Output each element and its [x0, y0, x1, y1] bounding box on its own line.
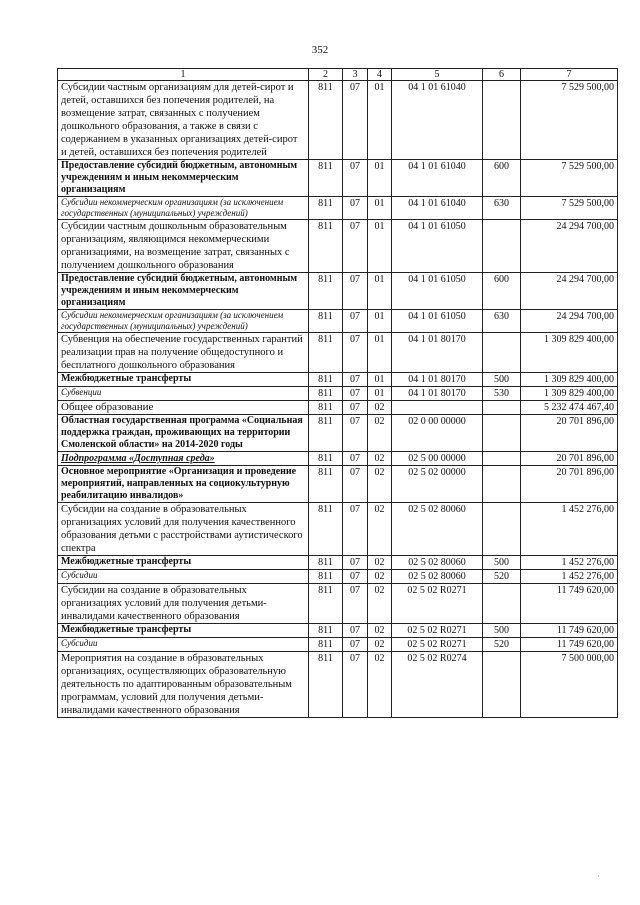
- table-row: [58, 220, 618, 273]
- header-col-3: 3: [343, 69, 368, 81]
- row-amount: 11 749 620,00: [521, 624, 618, 638]
- row-amount: 20 701 896,00: [521, 415, 618, 452]
- row-subsection-code: 02: [368, 503, 392, 556]
- table-row: [58, 503, 618, 556]
- table-row: [58, 197, 618, 220]
- row-section-code: 07: [343, 220, 368, 273]
- row-section-code: 07: [343, 452, 368, 466]
- page-number: 352: [311, 44, 329, 56]
- table-row: [58, 333, 618, 373]
- row-subsection-code: 02: [368, 652, 392, 718]
- row-subsection-code: 01: [368, 197, 392, 220]
- table-row: [58, 81, 618, 160]
- row-expense-type: [483, 401, 521, 415]
- header-col-6: 6: [483, 69, 521, 81]
- row-subsection-code: 02: [368, 415, 392, 452]
- row-amount: 1 309 829 400,00: [521, 373, 618, 387]
- row-expense-type: [483, 452, 521, 466]
- table-row: [58, 570, 618, 584]
- row-section-code: 07: [343, 415, 368, 452]
- row-subsection-code: 02: [368, 466, 392, 503]
- row-ministry-code: 811: [309, 401, 343, 415]
- row-name: Субсидии: [58, 570, 309, 584]
- row-subsection-code: 01: [368, 387, 392, 401]
- table-body: [58, 81, 618, 718]
- row-subsection-code: 01: [368, 273, 392, 310]
- row-target-article: 02 5 02 R0274: [392, 652, 483, 718]
- row-section-code: 07: [343, 466, 368, 503]
- row-name: Субсидии на создание в образовательных организациях условий для получения детьми-инвалидами качественного образования: [58, 584, 309, 624]
- row-ministry-code: 811: [309, 415, 343, 452]
- row-subsection-code: 02: [368, 401, 392, 415]
- table-row: [58, 160, 618, 197]
- row-section-code: 07: [343, 160, 368, 197]
- row-expense-type: [483, 584, 521, 624]
- row-amount: 7 529 500,00: [521, 81, 618, 160]
- row-target-article: 02 5 02 R0271: [392, 624, 483, 638]
- row-ministry-code: 811: [309, 81, 343, 160]
- row-ministry-code: 811: [309, 638, 343, 652]
- row-subsection-code: 01: [368, 333, 392, 373]
- row-name: Субсидии частным организациям для детей-сирот и детей, оставшихся без попечения родителей, на возмещение затрат, связанных с получением дошкольного образования, а также в связи с содержанием в указанных организациях детей-сирот и детей, оставшихся без попечения родителей: [58, 81, 309, 160]
- row-ministry-code: 811: [309, 570, 343, 584]
- row-ministry-code: 811: [309, 556, 343, 570]
- row-name: Субвенция на обеспечение государственных гарантий реализации прав на получение общедоступного и бесплатного дошкольного образования: [58, 333, 309, 373]
- row-expense-type: 500: [483, 373, 521, 387]
- row-section-code: 07: [343, 81, 368, 160]
- row-amount: 1 309 829 400,00: [521, 333, 618, 373]
- row-name: Субсидии на создание в образовательных организациях условий для получения качественного образования детьми с расстройствами аутистического спектра: [58, 503, 309, 556]
- row-section-code: 07: [343, 387, 368, 401]
- table-row: [58, 652, 618, 718]
- row-section-code: 07: [343, 584, 368, 624]
- row-name: Мероприятия на создание в образовательных организациях, осуществляющих образовательную деятельность по адаптированным образовательным программам, условий для получения детьми-инвалидами качественного образования: [58, 652, 309, 718]
- row-amount: 7 529 500,00: [521, 160, 618, 197]
- row-ministry-code: 811: [309, 387, 343, 401]
- row-amount: 24 294 700,00: [521, 273, 618, 310]
- row-expense-type: 630: [483, 310, 521, 333]
- row-amount: 11 749 620,00: [521, 638, 618, 652]
- scan-mark: ·: [597, 872, 600, 881]
- row-name: Межбюджетные трансферты: [58, 373, 309, 387]
- row-target-article: 04 1 01 80170: [392, 333, 483, 373]
- row-target-article: 04 1 01 61050: [392, 310, 483, 333]
- table-row: [58, 415, 618, 452]
- row-amount: 5 232 474 467,40: [521, 401, 618, 415]
- row-name: Общее образование: [58, 401, 309, 415]
- row-name: Субвенции: [58, 387, 309, 401]
- table-row: [58, 273, 618, 310]
- row-expense-type: 600: [483, 160, 521, 197]
- row-target-article: 04 1 01 61040: [392, 197, 483, 220]
- row-target-article: 02 5 02 80060: [392, 570, 483, 584]
- row-section-code: 07: [343, 503, 368, 556]
- row-target-article: 02 5 02 R0271: [392, 638, 483, 652]
- row-target-article: 02 5 02 00000: [392, 466, 483, 503]
- row-subsection-code: 02: [368, 624, 392, 638]
- row-name: Предоставление субсидий бюджетным, автономным учреждениям и иным некоммерческим организациям: [58, 273, 309, 310]
- header-col-1: 1: [58, 69, 309, 81]
- table-row: [58, 373, 618, 387]
- row-ministry-code: 811: [309, 220, 343, 273]
- row-name: Межбюджетные трансферты: [58, 624, 309, 638]
- table-row: [58, 624, 618, 638]
- row-target-article: 04 1 01 61040: [392, 160, 483, 197]
- table-row: [58, 452, 618, 466]
- row-target-article: 02 5 02 80060: [392, 503, 483, 556]
- row-target-article: [392, 401, 483, 415]
- row-ministry-code: 811: [309, 503, 343, 556]
- row-subsection-code: 02: [368, 638, 392, 652]
- row-section-code: 07: [343, 570, 368, 584]
- table-row: [58, 387, 618, 401]
- row-name: Основное мероприятие «Организация и проведение мероприятий, направленных на социокультурную реабилитацию инвалидов»: [58, 466, 309, 503]
- row-name: Предоставление субсидий бюджетным, автономным учреждениям и иным некоммерческим организациям: [58, 160, 309, 197]
- row-amount: 11 749 620,00: [521, 584, 618, 624]
- row-name: Межбюджетные трансферты: [58, 556, 309, 570]
- row-target-article: 04 1 01 80170: [392, 373, 483, 387]
- row-subsection-code: 02: [368, 452, 392, 466]
- table-row: [58, 556, 618, 570]
- header-col-5: 5: [392, 69, 483, 81]
- row-expense-type: [483, 333, 521, 373]
- row-section-code: 07: [343, 333, 368, 373]
- table-header-row: [58, 69, 618, 81]
- row-ministry-code: 811: [309, 452, 343, 466]
- row-amount: 1 452 276,00: [521, 503, 618, 556]
- row-expense-type: 520: [483, 570, 521, 584]
- row-amount: 1 452 276,00: [521, 570, 618, 584]
- header-col-2: 2: [309, 69, 343, 81]
- row-subsection-code: 01: [368, 373, 392, 387]
- row-name: Субсидии частным дошкольным образовательным организациям, являющимся некоммерческими организациями, на возмещение затрат, связанных с получением дошкольного образования: [58, 220, 309, 273]
- row-expense-type: 530: [483, 387, 521, 401]
- row-ministry-code: 811: [309, 333, 343, 373]
- row-amount: 1 452 276,00: [521, 556, 618, 570]
- row-ministry-code: 811: [309, 652, 343, 718]
- row-subsection-code: 01: [368, 310, 392, 333]
- row-section-code: 07: [343, 197, 368, 220]
- row-ministry-code: 811: [309, 197, 343, 220]
- row-expense-type: [483, 81, 521, 160]
- row-expense-type: 500: [483, 556, 521, 570]
- header-col-7: 7: [521, 69, 618, 81]
- row-ministry-code: 811: [309, 160, 343, 197]
- row-name: Субсидии: [58, 638, 309, 652]
- row-target-article: 02 5 02 80060: [392, 556, 483, 570]
- row-name: Подпрограмма «Доступная среда»: [58, 452, 309, 466]
- table-row: [58, 466, 618, 503]
- row-amount: 24 294 700,00: [521, 220, 618, 273]
- row-subsection-code: 02: [368, 584, 392, 624]
- row-expense-type: [483, 652, 521, 718]
- row-subsection-code: 01: [368, 81, 392, 160]
- row-ministry-code: 811: [309, 373, 343, 387]
- row-name: Субсидии некоммерческим организациям (за исключением государственных (муниципальных) учреждений): [58, 310, 309, 333]
- row-section-code: 07: [343, 638, 368, 652]
- table-row: [58, 310, 618, 333]
- row-section-code: 07: [343, 273, 368, 310]
- row-ministry-code: 811: [309, 273, 343, 310]
- row-expense-type: 630: [483, 197, 521, 220]
- row-target-article: 04 1 01 61050: [392, 273, 483, 310]
- row-section-code: 07: [343, 624, 368, 638]
- row-subsection-code: 01: [368, 160, 392, 197]
- row-expense-type: 600: [483, 273, 521, 310]
- row-target-article: 02 5 00 00000: [392, 452, 483, 466]
- row-amount: 24 294 700,00: [521, 310, 618, 333]
- row-target-article: 04 1 01 61050: [392, 220, 483, 273]
- row-expense-type: [483, 220, 521, 273]
- row-target-article: 04 1 01 80170: [392, 387, 483, 401]
- row-name: Субсидии некоммерческим организациям (за исключением государственных (муниципальных) учреждений): [58, 197, 309, 220]
- row-section-code: 07: [343, 652, 368, 718]
- row-amount: 7 529 500,00: [521, 197, 618, 220]
- row-target-article: 04 1 01 61040: [392, 81, 483, 160]
- table-row: [58, 638, 618, 652]
- row-amount: 1 309 829 400,00: [521, 387, 618, 401]
- row-ministry-code: 811: [309, 624, 343, 638]
- row-subsection-code: 01: [368, 220, 392, 273]
- row-expense-type: [483, 415, 521, 452]
- row-expense-type: 500: [483, 624, 521, 638]
- row-name: Областная государственная программа «Социальная поддержка граждан, проживающих на территории Смоленской области» на 2014-2020 годы: [58, 415, 309, 452]
- table-row: [58, 584, 618, 624]
- row-target-article: 02 0 00 00000: [392, 415, 483, 452]
- row-amount: 20 701 896,00: [521, 466, 618, 503]
- row-section-code: 07: [343, 401, 368, 415]
- row-subsection-code: 02: [368, 570, 392, 584]
- row-target-article: 02 5 02 R0271: [392, 584, 483, 624]
- row-section-code: 07: [343, 310, 368, 333]
- row-amount: 20 701 896,00: [521, 452, 618, 466]
- row-ministry-code: 811: [309, 466, 343, 503]
- row-expense-type: [483, 503, 521, 556]
- row-ministry-code: 811: [309, 584, 343, 624]
- row-section-code: 07: [343, 556, 368, 570]
- row-expense-type: 520: [483, 638, 521, 652]
- row-section-code: 07: [343, 373, 368, 387]
- table-row: [58, 401, 618, 415]
- row-ministry-code: 811: [309, 310, 343, 333]
- budget-table: [57, 68, 618, 718]
- row-subsection-code: 02: [368, 556, 392, 570]
- row-expense-type: [483, 466, 521, 503]
- row-amount: 7 500 000,00: [521, 652, 618, 718]
- header-col-4: 4: [368, 69, 392, 81]
